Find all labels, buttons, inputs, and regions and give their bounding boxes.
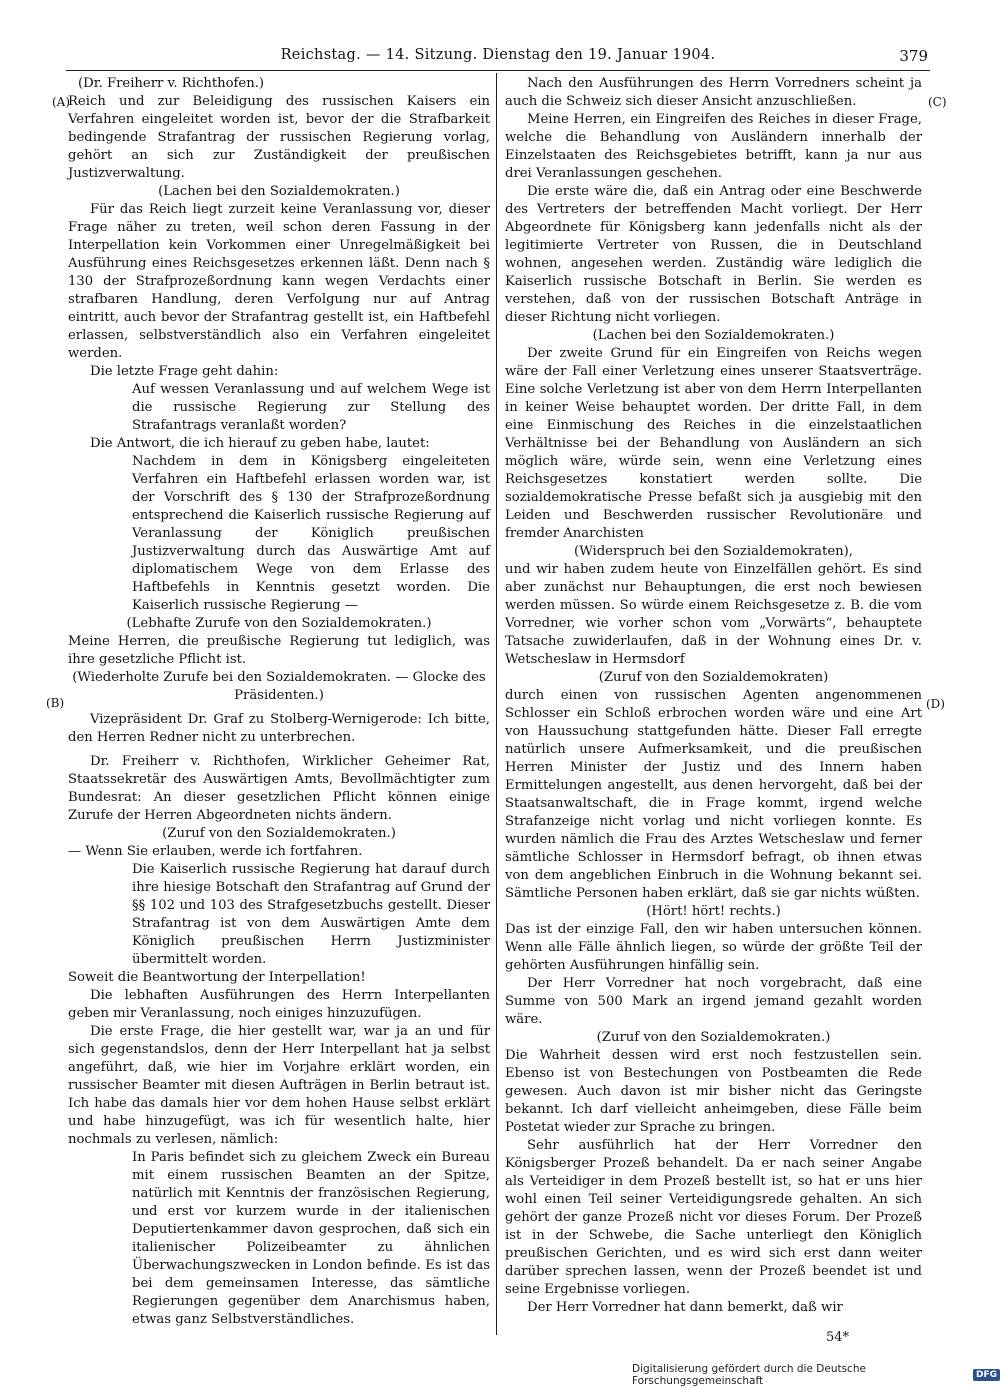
paragraph: Die Wahrheit dessen wird erst noch festzustellen sein. Ebenso ist von Bestechungen von Postbeamten die Rede gewesen. Auch davon ist mir bisher nicht das Geringste bekannt. Ich darf vielleicht anheimgeben, diese Fälle beim Postetat wieder zur Sprache zu bringen. — [505, 1048, 922, 1135]
paragraph: — Wenn Sie erlauben, werde ich fortfahren. — [68, 844, 363, 859]
quoted-text — [68, 861, 490, 969]
quote-text: Auf wessen Veranlassung und auf welchem Wege ist die russische Regierung zur Stellung des Strafantrags veranlaßt worden? — [132, 382, 490, 433]
margin-mark-d: (D) — [926, 697, 945, 711]
paragraph: Meine Herren, ein Eingreifen des Reiches in dieser Frage, welche die Behandlung von Ausländern innerhalb der Einzelstaaten des Reichsgebietes betrifft, kann ja nur aus drei Veranlassungen geschehen. — [505, 112, 922, 181]
header-rule — [66, 70, 930, 71]
paragraph: Die lebhaften Ausführungen des Herrn Interpellanten geben mir Veranlassung, noch einiges hinzuzufügen. — [68, 988, 490, 1021]
running-title: Reichstag. — 14. Sitzung. Dienstag den 19. Januar 1904. — [280, 47, 716, 63]
paragraph: Sehr ausführlich hat der Herr Vorredner den Königsberger Prozeß behandelt. Da er nach seiner Angabe als Verteidiger in dem Prozeß bestellt ist, so hat er uns hier wohl einen Teil seiner Verteidigungsrede gehalten. An sich gehört der ganze Prozeß nicht vor dieses Forum. Der Prozeß ist in der Schwebe, die Sache unterliegt den Königlich preußischen Gerichten, und es wird sich erst dann weiter darüber sprechen lassen, wenn der Prozeß beendet ist und seine Ergebnisse vorliegen. — [505, 1138, 922, 1297]
paragraph: und wir haben zudem heute von Einzelfällen gehört. Es sind aber zunächst nur Behauptungen, die erst noch bewiesen werden müssen. So würde einem Reichsgesetze z. B. die vom Vorredner, wie vorher schon vom „Vorwärts“, behauptete Tatsache zuwiderlaufen, daß in der Wohnung eines Dr. v. Wetscheslaw in Hermsdorf — [505, 562, 922, 667]
quote-text: Nachdem in dem in Königsberg eingeleiteten Verfahren ein Haftbefehl erlassen worden war, ist der Vorschrift des § 130 der Strafprozeßordnung entsprechend die Kaiserlich russische Regierung auf Veranlassung der Königlich preußischen Justizverwaltung durch das Auswärtige Amt auf diplomatischem Wege von dem Erlasse des Haftbefehls in Kenntnis gesetzt worden. Die Kaiserlich russische Regierung — — [132, 454, 490, 613]
footer-text: Digitalisierung gefördert durch die Deutsche Forschungsgemeinschaft — [632, 1363, 866, 1387]
interjection: (Zuruf von den Sozialdemokraten.) — [162, 826, 396, 841]
speaker-heading: (Dr. Freiherr v. Richthofen.) — [78, 76, 265, 91]
page-header — [68, 47, 928, 71]
paragraph: Vizepräsident Dr. Graf zu Stolberg-Wernigerode: Ich bitte, den Herren Redner nicht zu unterbrechen. — [68, 712, 490, 745]
interjection: (Lebhafte Zurufe von den Sozialdemokraten.) — [126, 616, 432, 631]
quoted-text — [68, 1149, 490, 1329]
interjection: (Lachen bei den Sozialdemokraten.) — [158, 184, 400, 199]
dfg-logo: DFG — [973, 1369, 1000, 1381]
paragraph: Für das Reich liegt zurzeit keine Veranlassung vor, dieser Frage näher zu treten, weil schon deren Fassung in der Interpellation kein Vorkommen einer Unregelmäßigkeit bei Ausführung eines Reichsgesetzes erkennen läßt. Denn nach § 130 der Strafprozeßordnung kann wegen Verdachts einer strafbaren Handlung, deren Verfolgung nur auf Antrag eintritt, auch bevor der Strafantrag gestellt ist, ein Haftbefehl erlassen, selbstverständlich also ein Verfahren eingeleitet werden. — [68, 202, 490, 361]
paragraph: Die erste Frage, die hier gestellt war, war ja an und für sich gegenstandslos, denn der Herr Interpellant hat ja selbst angeführt, daß, wie hier im Vorjahre erklärt worden, ein russischer Beamter mit diesen Aufträgen in Berlin betraut ist. Ich habe das damals hier vor dem hohen Hause selbst erklärt und habe hinzugefügt, was ich für wesentlich halte, hier nochmals zu verlesen, nämlich: — [68, 1024, 490, 1147]
paragraph: Die letzte Frage geht dahin: — [90, 364, 279, 379]
paragraph: Der Herr Vorredner hat dann bemerkt, daß wir — [527, 1300, 843, 1315]
paragraph: Reich und zur Beleidigung des russischen Kaisers ein Verfahren eingeleitet worden ist, bevor der die Strafbarkeit bedingende Strafantrag der russischen Regierung vorlag, gehört an sich zur Zuständigkeit der preußischen Justizverwaltung. — [68, 94, 490, 181]
page-number: 379 — [899, 47, 928, 65]
paragraph: Das ist der einzige Fall, den wir haben untersuchen können. Wenn alle Fälle ähnlich liegen, so würde der größte Teil der gehörten Ausführungen hinfällig sein. — [505, 922, 922, 973]
footer — [632, 1363, 1000, 1387]
interjection: (Zuruf von den Sozialdemokraten) — [598, 670, 829, 685]
interjection: (Lachen bei den Sozialdemokraten.) — [592, 328, 835, 343]
interjection: (Zuruf von den Sozialdemokraten.) — [596, 1030, 831, 1045]
signature-mark: 54* — [826, 1330, 850, 1345]
quote-text: In Paris befindet sich zu gleichem Zweck ein Bureau mit einem russischen Beamten an der Spitze, natürlich mit Kenntnis der französischen Regierung, und erst vor kurzem wurde in der italienischen Deputiertenkammer davon gesprochen, daß sich ein italienischer Polizeibeamter zu ähnlichen Überwachungszwecken in London befinde. Es ist das bei dem gemeinsamen Interesse, das sämtliche Regierungen gegenüber dem Anarchismus haben, etwas ganz Selbstverständliches. — [132, 1150, 490, 1327]
interjection: (Hört! hört! rechts.) — [646, 904, 781, 919]
left-column — [68, 75, 490, 1329]
paragraph: durch einen von russischen Agenten angenommenen Schlosser ein Schloß erbrochen worden wäre und eine Art von Haussuchung stattgefunden hätte. Dieser Fall erregte natürlich unsere Aufmerksamkeit, und die preußischen Herren Minister der Justiz und des Innern haben Ermittelungen angestellt, aus denen hervorgeht, daß bei der Staatsanwaltschaft, die in Frage kommt, irgend welche Strafanzeige nicht vorlag und nicht vorliegen konnte. Es wurden nämlich die Frau des Arztes Wetscheslaw und ferner sämtliche Schlosser in Hermsdorf befragt, ob ihnen etwas von dem angeblichen Einbruch in die Wohnung bekannt sei. Sämtliche Personen haben erklärt, daß sie gar nichts wüßten. — [505, 688, 922, 901]
paragraph: Der Herr Vorredner hat noch vorgebracht, daß eine Summe von 500 Mark an irgend jemand gezahlt worden wäre. — [505, 976, 922, 1027]
interjection: (Wiederholte Zurufe bei den Sozialdemokraten. — Glocke des Präsidenten.) — [72, 670, 486, 703]
right-column — [505, 75, 922, 1317]
margin-mark-c: (C) — [928, 95, 947, 109]
margin-mark-a: (A) — [52, 95, 71, 109]
quoted-answer — [68, 453, 490, 615]
interjection: (Widerspruch bei den Sozialdemokraten), — [574, 544, 853, 559]
paragraph: Meine Herren, die preußische Regierung tut lediglich, was ihre gesetzliche Pflicht ist. — [68, 634, 490, 667]
paragraph: Die Antwort, die ich hierauf zu geben habe, lautet: — [90, 436, 430, 451]
quote-text: Die Kaiserlich russische Regierung hat darauf durch ihre hiesige Botschaft den Strafantrag auf Grund der §§ 102 und 103 des Strafgesetzbuchs gestellt. Dieser Strafantrag ist von dem Auswärtigen Amte dem Königlich preußischen Herrn Justizminister übermittelt worden. — [132, 862, 490, 967]
paragraph: Soweit die Beantwortung der Interpellation! — [68, 970, 366, 985]
paragraph: Nach den Ausführungen des Herrn Vorredners scheint ja auch die Schweiz sich dieser Ansicht anzuschließen. — [505, 76, 922, 109]
paragraph: Die erste wäre die, daß ein Antrag oder eine Beschwerde des Vertreters der betreffenden Macht vorliegt. Der Herr Abgeordnete für Königsberg kann jedenfalls nicht als der legitimierte Vertreter von Russen, die in Deutschland wohnen, angesehen werden. Zuständig wäre lediglich die Kaiserlich russische Botschaft in Berlin. Sie werden es verstehen, daß von der russischen Botschaft Anträge in dieser Richtung nicht vorliegen. — [505, 184, 922, 325]
margin-mark-b: (B) — [46, 696, 65, 710]
column-divider — [496, 73, 497, 1335]
paragraph: Dr. Freiherr v. Richthofen, Wirklicher Geheimer Rat, Staatssekretär des Auswärtigen Amts, Bevollmächtigter zum Bundesrat: An dieser gesetzlichen Pflicht können einige Zurufe der Herren Abgeordneten nichts ändern. — [68, 754, 490, 823]
quoted-question — [68, 381, 490, 435]
paragraph: Der zweite Grund für ein Eingreifen von Reichs wegen wäre der Fall einer Verletzung eines unserer Staatsverträge. Eine solche Verletzung ist aber von dem Herrn Interpellanten in keiner Weise behauptet worden. Der dritte Fall, in dem eine Einmischung des Reiches in die einzelstaatlichen Verhältnisse bei der Behandlung von Ausländern an sich möglich wäre, würde sein, wenn eine Verletzung eines Reichsgesetzes konstatiert werden sollte. Die sozialdemokratische Presse befaßt sich ja ausgiebig mit den Leiden und Beschwerden russischer Revolutionäre und fremder Anarchisten — [505, 346, 922, 541]
